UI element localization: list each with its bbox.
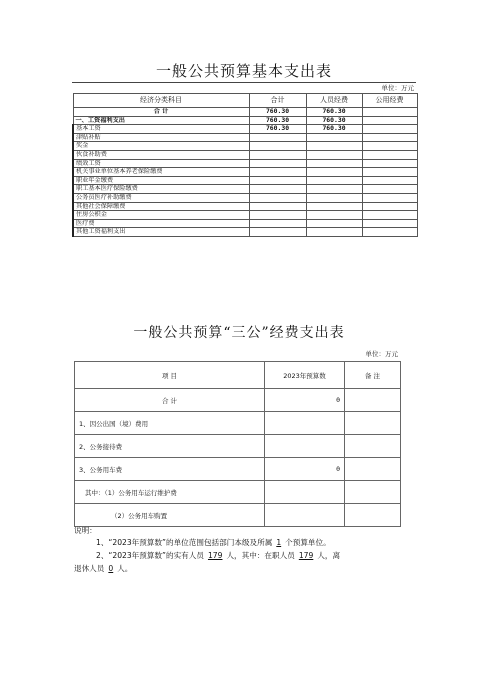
- row-total: [249, 150, 306, 159]
- row-label: 一、工资福利支出: [73, 116, 249, 125]
- row-label: 合 计: [73, 108, 249, 117]
- notes-line2-text-c: 人，离: [317, 551, 341, 560]
- row-value: [265, 481, 345, 504]
- row-label: （2）公务用车购置: [75, 504, 265, 527]
- row-value: 0: [265, 458, 345, 481]
- row-total: [249, 219, 306, 228]
- row-label: 其他社会保障缴费: [73, 202, 249, 211]
- three-public-expenditure-table: [74, 361, 401, 527]
- row-label: 其中：（1）公务用车运行维护费: [75, 481, 265, 504]
- row-total: [249, 185, 306, 194]
- table1-header-total: 合计: [249, 94, 306, 108]
- notes-line1-text-b: 个预算单位。: [285, 538, 331, 547]
- row-note: [345, 435, 401, 458]
- row-total: [249, 133, 306, 142]
- unit-count-value: 1: [276, 538, 282, 547]
- row-personnel: [306, 219, 362, 228]
- row-note: [345, 389, 401, 412]
- table2-title: 一般公共预算“三公”经费支出表: [133, 325, 345, 341]
- row-public: [362, 185, 417, 194]
- table-row: [73, 211, 417, 220]
- row-label: 奖金: [73, 142, 249, 151]
- row-personnel: [306, 176, 362, 185]
- table-row: [73, 202, 417, 211]
- row-public: [362, 142, 417, 151]
- row-label: 其他工资福利支出: [73, 228, 249, 237]
- row-public: [362, 211, 417, 220]
- retired-staff-value: 0: [108, 564, 114, 573]
- table2-header-budget: 2023年预算数: [265, 362, 345, 389]
- row-label: 1、因公出国（境）费用: [75, 412, 265, 435]
- table1-header-public: 公用经费: [362, 94, 417, 108]
- table2-header-row: [75, 362, 401, 389]
- table1-header-row: [73, 94, 417, 108]
- table-row: [73, 108, 417, 117]
- table1-unit: 单位：万元: [381, 84, 414, 92]
- table-row: [75, 435, 401, 458]
- table-row: [75, 389, 401, 412]
- table2-header-note: 备 注: [345, 362, 401, 389]
- row-personnel: [306, 211, 362, 220]
- row-public: [362, 168, 417, 177]
- notes-line-1: [74, 536, 404, 549]
- row-personnel: [306, 142, 362, 151]
- notes-line1-text-a: 1、“2023年预算数”的单位范围包括部门本级及所属: [96, 538, 273, 547]
- row-label: 医疗费: [73, 219, 249, 228]
- table2-unit: 单位：万元: [365, 350, 398, 358]
- row-total: [249, 202, 306, 211]
- row-value: [265, 435, 345, 458]
- row-label: 绩效工资: [73, 159, 249, 168]
- row-total: [249, 211, 306, 220]
- notes-title: 说明：: [74, 526, 97, 535]
- table-row: [75, 458, 401, 481]
- row-public: [362, 133, 417, 142]
- row-public: [362, 159, 417, 168]
- row-value: [265, 412, 345, 435]
- table-row: [73, 125, 417, 134]
- table-row: [73, 116, 417, 125]
- row-total: 760.30: [249, 116, 306, 125]
- table-row: [73, 142, 417, 151]
- active-staff-value: 179: [298, 551, 314, 560]
- table2-header-item: 项 目: [75, 362, 265, 389]
- row-total: 760.30: [249, 108, 306, 117]
- row-total: [249, 159, 306, 168]
- row-personnel: [306, 168, 362, 177]
- row-value: 0: [265, 389, 345, 412]
- three-public-expenditure-section: [74, 319, 404, 527]
- row-label: 3、公务用车费: [75, 458, 265, 481]
- notes-line3-text-a: 退休人员: [74, 564, 105, 573]
- row-note: [345, 412, 401, 435]
- notes-line2-text-a: 2、“2023年预算数”的实有人员: [96, 551, 204, 560]
- table-row: [73, 193, 417, 202]
- row-public: [362, 125, 417, 134]
- basic-expenditure-section: [72, 62, 416, 237]
- row-public: [362, 116, 417, 125]
- row-label: 职工基本医疗保险缴费: [73, 185, 249, 194]
- row-personnel: [306, 185, 362, 194]
- row-public: [362, 150, 417, 159]
- row-total: [249, 142, 306, 151]
- row-public: [362, 219, 417, 228]
- table-row: [73, 219, 417, 228]
- row-label: 2、公务接待费: [75, 435, 265, 458]
- row-personnel: [306, 202, 362, 211]
- row-note: [345, 481, 401, 504]
- row-personnel: [306, 133, 362, 142]
- table1-header-personnel: 人员经费: [306, 94, 362, 108]
- row-personnel: [306, 159, 362, 168]
- table-row: [73, 159, 417, 168]
- row-label: 机关事业单位基本养老保险缴费: [73, 168, 249, 177]
- row-personnel: 760.30: [306, 125, 362, 134]
- row-label: 合 计: [75, 389, 265, 412]
- row-label: 公务员医疗补助缴费: [73, 193, 249, 202]
- table-row: [75, 481, 401, 504]
- row-note: [345, 458, 401, 481]
- row-personnel: 760.30: [306, 116, 362, 125]
- row-public: [362, 176, 417, 185]
- row-label: 基本工资: [73, 125, 249, 134]
- row-label: 住房公积金: [73, 211, 249, 220]
- row-personnel: 760.30: [306, 108, 362, 117]
- table-row: [73, 228, 417, 237]
- row-label: 伙食补助费: [73, 150, 249, 159]
- row-label: 职业年金缴费: [73, 176, 249, 185]
- row-personnel: [306, 228, 362, 237]
- notes-line-3: [74, 562, 404, 575]
- basic-expenditure-table: [72, 93, 418, 237]
- row-total: [249, 228, 306, 237]
- notes-line-2: [74, 549, 404, 562]
- table-row: [73, 185, 417, 194]
- row-personnel: [306, 193, 362, 202]
- row-total: 760.30: [249, 125, 306, 134]
- table-row: [73, 133, 417, 142]
- row-public: [362, 193, 417, 202]
- row-public: [362, 108, 417, 117]
- total-staff-value: 179: [207, 551, 223, 560]
- table-row: [73, 150, 417, 159]
- row-total: [249, 176, 306, 185]
- table-row: [75, 412, 401, 435]
- notes-line2-text-b: 人，其中：在职人员: [226, 551, 295, 560]
- row-total: [249, 168, 306, 177]
- row-public: [362, 202, 417, 211]
- notes-line3-text-b: 人。: [117, 564, 133, 573]
- table-row: [73, 176, 417, 185]
- row-total: [249, 193, 306, 202]
- row-public: [362, 228, 417, 237]
- table1-header-category: 经济分类科目: [73, 94, 249, 108]
- row-label: 津贴补贴: [73, 133, 249, 142]
- explanation-notes: [74, 524, 404, 575]
- row-personnel: [306, 150, 362, 159]
- table1-title: 一般公共预算基本支出表: [72, 62, 416, 83]
- table-row: [73, 168, 417, 177]
